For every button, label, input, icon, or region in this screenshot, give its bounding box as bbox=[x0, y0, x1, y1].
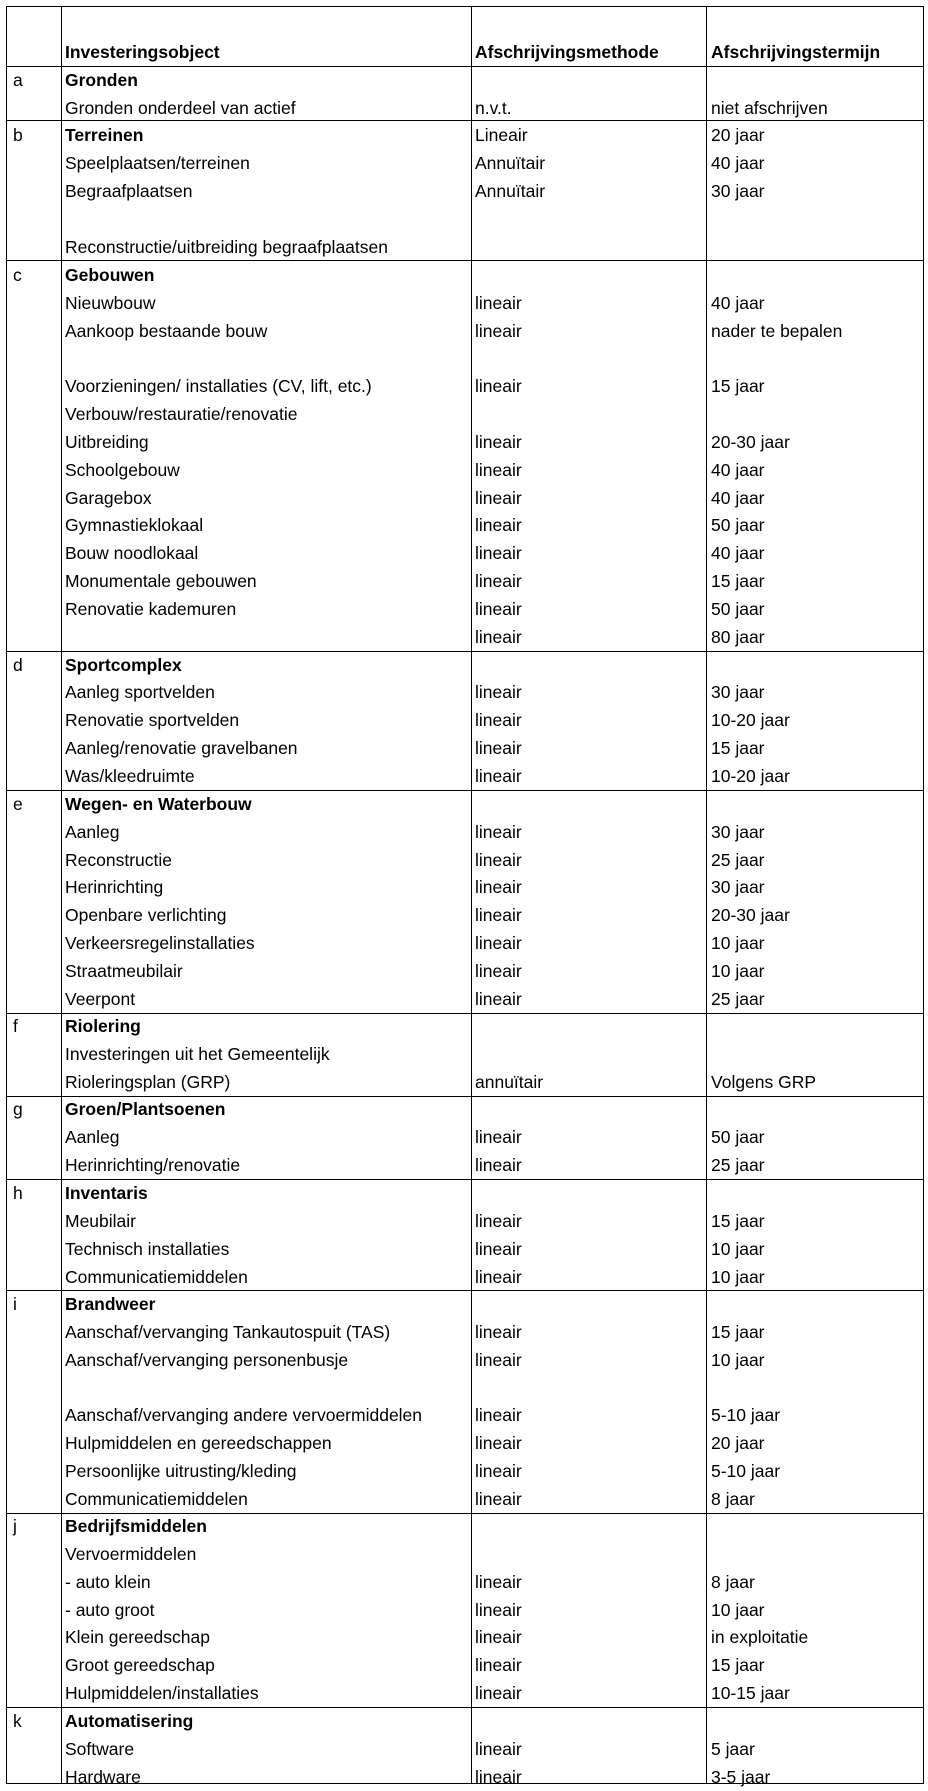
section-letter: d bbox=[13, 655, 23, 675]
row-term: 3-5 jaar bbox=[711, 1767, 771, 1787]
row-object: Persoonlijke uitrusting/kleding bbox=[65, 1461, 297, 1481]
section-letter: k bbox=[13, 1711, 22, 1731]
row-term: 15 jaar bbox=[711, 571, 765, 591]
row-object: Begraafplaatsen bbox=[65, 181, 193, 201]
row-object: Aanleg bbox=[65, 822, 120, 842]
section-letter: f bbox=[13, 1016, 18, 1036]
row-object: - auto klein bbox=[65, 1572, 151, 1592]
row-object: Aanleg sportvelden bbox=[65, 682, 215, 702]
row-divider bbox=[7, 1179, 923, 1180]
row-object: Uitbreiding bbox=[65, 432, 149, 452]
row-term: 25 jaar bbox=[711, 989, 765, 1009]
row-object: Rioleringsplan (GRP) bbox=[65, 1072, 231, 1092]
row-object: Gymnastieklokaal bbox=[65, 515, 204, 535]
row-object: Speelplaatsen/terreinen bbox=[65, 153, 250, 173]
row-method: lineair bbox=[475, 432, 522, 452]
row-term: 10 jaar bbox=[711, 1239, 765, 1259]
row-object: Straatmeubilair bbox=[65, 961, 183, 981]
section-title: Sportcomplex bbox=[65, 655, 182, 675]
section-title: Bedrijfsmiddelen bbox=[65, 1516, 207, 1536]
section-title: Gronden bbox=[65, 70, 138, 90]
row-method: lineair bbox=[475, 822, 522, 842]
row-method: lineair bbox=[475, 321, 522, 341]
section-letter: a bbox=[13, 70, 23, 90]
row-method: lineair bbox=[475, 1267, 522, 1287]
row-object: Monumentale gebouwen bbox=[65, 571, 257, 591]
row-method: Annuïtair bbox=[475, 153, 546, 173]
row-object: Hulpmiddelen en gereedschappen bbox=[65, 1433, 332, 1453]
row-method: lineair bbox=[475, 961, 522, 981]
row-term: 20-30 jaar bbox=[711, 905, 790, 925]
row-term: 10 jaar bbox=[711, 1600, 765, 1620]
row-method: lineair bbox=[475, 1461, 522, 1481]
row-object: Reconstructie/uitbreiding begraafplaatsen bbox=[65, 237, 388, 257]
row-term: 5-10 jaar bbox=[711, 1405, 781, 1425]
row-method: n.v.t. bbox=[475, 98, 512, 118]
section-title: Gebouwen bbox=[65, 265, 155, 285]
row-term: in exploitatie bbox=[711, 1627, 809, 1647]
row-method: lineair bbox=[475, 627, 522, 647]
row-divider bbox=[7, 1290, 923, 1291]
row-object: - auto groot bbox=[65, 1600, 155, 1620]
row-term: 30 jaar bbox=[711, 877, 765, 897]
row-method: lineair bbox=[475, 1600, 522, 1620]
row-object: Reconstructie bbox=[65, 850, 172, 870]
row-divider bbox=[7, 1513, 923, 1514]
row-object: Communicatiemiddelen bbox=[65, 1267, 248, 1287]
row-term: 10 jaar bbox=[711, 1267, 765, 1287]
section-title: Brandweer bbox=[65, 1294, 156, 1314]
row-object: Meubilair bbox=[65, 1211, 136, 1231]
row-object: Investeringen uit het Gemeentelijk bbox=[65, 1044, 330, 1064]
row-object: Verkeersregelinstallaties bbox=[65, 933, 255, 953]
depreciation-table bbox=[6, 6, 924, 1787]
row-method: lineair bbox=[475, 293, 522, 313]
row-term: 40 jaar bbox=[711, 460, 765, 480]
section-title: Inventaris bbox=[65, 1183, 148, 1203]
row-object: Aanschaf/vervanging Tankautospuit (TAS) bbox=[65, 1322, 391, 1342]
row-term: 8 jaar bbox=[711, 1489, 755, 1509]
column-divider bbox=[471, 7, 472, 1783]
row-object: Vervoermiddelen bbox=[65, 1544, 197, 1564]
row-term: 50 jaar bbox=[711, 1127, 765, 1147]
row-term: 15 jaar bbox=[711, 1655, 765, 1675]
row-term: 50 jaar bbox=[711, 599, 765, 619]
row-method: annuïtair bbox=[475, 1072, 544, 1092]
section-title: Riolering bbox=[65, 1016, 141, 1036]
row-term: 5 jaar bbox=[711, 1739, 755, 1759]
row-object: Software bbox=[65, 1739, 135, 1759]
row-term: 15 jaar bbox=[711, 1322, 765, 1342]
column-divider bbox=[61, 7, 62, 1783]
row-object: Communicatiemiddelen bbox=[65, 1489, 248, 1509]
section-title: Groen/Plantsoenen bbox=[65, 1099, 226, 1119]
row-object: Aanschaf/vervanging personenbusje bbox=[65, 1350, 349, 1370]
row-object: Aanschaf/vervanging andere vervoermiddelen bbox=[65, 1405, 423, 1425]
row-method: lineair bbox=[475, 1155, 522, 1175]
row-term: 20-30 jaar bbox=[711, 432, 790, 452]
row-term: 10-20 jaar bbox=[711, 710, 790, 730]
row-term: 10-15 jaar bbox=[711, 1683, 790, 1703]
row-method: lineair bbox=[475, 1767, 522, 1787]
row-term: 10 jaar bbox=[711, 961, 765, 981]
row-divider bbox=[7, 1096, 923, 1097]
row-object: Technisch installaties bbox=[65, 1239, 230, 1259]
row-method: lineair bbox=[475, 599, 522, 619]
row-method: lineair bbox=[475, 460, 522, 480]
row-object: Groot gereedschap bbox=[65, 1655, 215, 1675]
row-term: 80 jaar bbox=[711, 627, 765, 647]
row-term: 25 jaar bbox=[711, 850, 765, 870]
section-method: Lineair bbox=[475, 125, 528, 145]
row-method: lineair bbox=[475, 1211, 522, 1231]
row-object: Garagebox bbox=[65, 488, 152, 508]
section-title: Automatisering bbox=[65, 1711, 194, 1731]
row-object: Openbare verlichting bbox=[65, 905, 227, 925]
row-method: lineair bbox=[475, 877, 522, 897]
row-term: 30 jaar bbox=[711, 682, 765, 702]
row-method: lineair bbox=[475, 1683, 522, 1703]
row-method: lineair bbox=[475, 571, 522, 591]
row-method: lineair bbox=[475, 710, 522, 730]
row-object: Renovatie sportvelden bbox=[65, 710, 240, 730]
row-term: 10-20 jaar bbox=[711, 766, 790, 786]
section-letter: j bbox=[13, 1516, 17, 1536]
row-method: lineair bbox=[475, 905, 522, 925]
section-letter: g bbox=[13, 1099, 23, 1119]
row-method: lineair bbox=[475, 1627, 522, 1647]
row-object: Hardware bbox=[65, 1767, 141, 1787]
row-method: lineair bbox=[475, 376, 522, 396]
row-divider bbox=[7, 790, 923, 791]
row-term: 40 jaar bbox=[711, 488, 765, 508]
row-term: 40 jaar bbox=[711, 543, 765, 563]
row-term: 30 jaar bbox=[711, 181, 765, 201]
row-term: nader te bepalen bbox=[711, 321, 843, 341]
row-method: lineair bbox=[475, 766, 522, 786]
row-term: 5-10 jaar bbox=[711, 1461, 781, 1481]
row-divider bbox=[7, 260, 923, 261]
row-method: lineair bbox=[475, 488, 522, 508]
section-letter: b bbox=[13, 125, 23, 145]
row-term: 15 jaar bbox=[711, 738, 765, 758]
row-divider bbox=[7, 120, 923, 121]
row-object: Aanleg bbox=[65, 1127, 120, 1147]
row-object: Renovatie kademuren bbox=[65, 599, 237, 619]
row-term: 40 jaar bbox=[711, 153, 765, 173]
row-object: Bouw noodlokaal bbox=[65, 543, 199, 563]
row-term: 10 jaar bbox=[711, 1350, 765, 1370]
row-method: lineair bbox=[475, 738, 522, 758]
row-method: lineair bbox=[475, 1739, 522, 1759]
row-divider bbox=[7, 1707, 923, 1708]
row-object: Schoolgebouw bbox=[65, 460, 180, 480]
row-method: lineair bbox=[475, 1655, 522, 1675]
section-title: Wegen- en Waterbouw bbox=[65, 794, 252, 814]
header-afschrijvingsmethode: Afschrijvingsmethode bbox=[475, 42, 659, 62]
row-object: Herinrichting/renovatie bbox=[65, 1155, 241, 1175]
row-method: lineair bbox=[475, 1127, 522, 1147]
row-method: lineair bbox=[475, 1489, 522, 1509]
row-term: 10 jaar bbox=[711, 933, 765, 953]
row-method: lineair bbox=[475, 1350, 522, 1370]
row-divider bbox=[7, 1013, 923, 1014]
row-object: Was/kleedruimte bbox=[65, 766, 195, 786]
row-term: 15 jaar bbox=[711, 1211, 765, 1231]
row-method: lineair bbox=[475, 1405, 522, 1425]
row-method: lineair bbox=[475, 1322, 522, 1342]
row-method: lineair bbox=[475, 543, 522, 563]
row-term: 30 jaar bbox=[711, 822, 765, 842]
row-object: Verbouw/restauratie/renovatie bbox=[65, 404, 298, 424]
row-term: niet afschrijven bbox=[711, 98, 828, 118]
row-object: Nieuwbouw bbox=[65, 293, 156, 313]
row-method: lineair bbox=[475, 850, 522, 870]
section-term: 20 jaar bbox=[711, 125, 765, 145]
row-method: lineair bbox=[475, 989, 522, 1009]
row-term: 8 jaar bbox=[711, 1572, 755, 1592]
row-method: Annuïtair bbox=[475, 181, 546, 201]
row-method: lineair bbox=[475, 933, 522, 953]
section-letter: e bbox=[13, 794, 23, 814]
row-method: lineair bbox=[475, 1572, 522, 1592]
row-term: 50 jaar bbox=[711, 515, 765, 535]
row-term: Volgens GRP bbox=[711, 1072, 817, 1092]
row-object: Veerpont bbox=[65, 989, 136, 1009]
section-letter: c bbox=[13, 265, 22, 285]
column-divider bbox=[706, 7, 707, 1783]
section-title: Terreinen bbox=[65, 125, 144, 145]
row-object: Voorzieningen/ installaties (CV, lift, etc.) bbox=[65, 376, 372, 396]
row-term: 40 jaar bbox=[711, 293, 765, 313]
row-object: Klein gereedschap bbox=[65, 1627, 210, 1647]
row-object: Aankoop bestaande bouw bbox=[65, 321, 268, 341]
row-object: Aanleg/renovatie gravelbanen bbox=[65, 738, 298, 758]
row-method: lineair bbox=[475, 682, 522, 702]
row-term: 15 jaar bbox=[711, 376, 765, 396]
section-letter: i bbox=[13, 1294, 17, 1314]
row-term: 25 jaar bbox=[711, 1155, 765, 1175]
row-divider bbox=[7, 651, 923, 652]
section-letter: h bbox=[13, 1183, 23, 1203]
row-method: lineair bbox=[475, 1239, 522, 1259]
row-term: 20 jaar bbox=[711, 1433, 765, 1453]
row-method: lineair bbox=[475, 1433, 522, 1453]
header-investeringsobject: Investeringsobject bbox=[65, 42, 220, 62]
header-afschrijvingstermijn: Afschrijvingstermijn bbox=[711, 42, 881, 62]
row-object: Gronden onderdeel van actief bbox=[65, 98, 296, 118]
row-object: Herinrichting bbox=[65, 877, 164, 897]
row-divider bbox=[7, 66, 923, 67]
row-object: Hulpmiddelen/installaties bbox=[65, 1683, 259, 1703]
row-method: lineair bbox=[475, 515, 522, 535]
